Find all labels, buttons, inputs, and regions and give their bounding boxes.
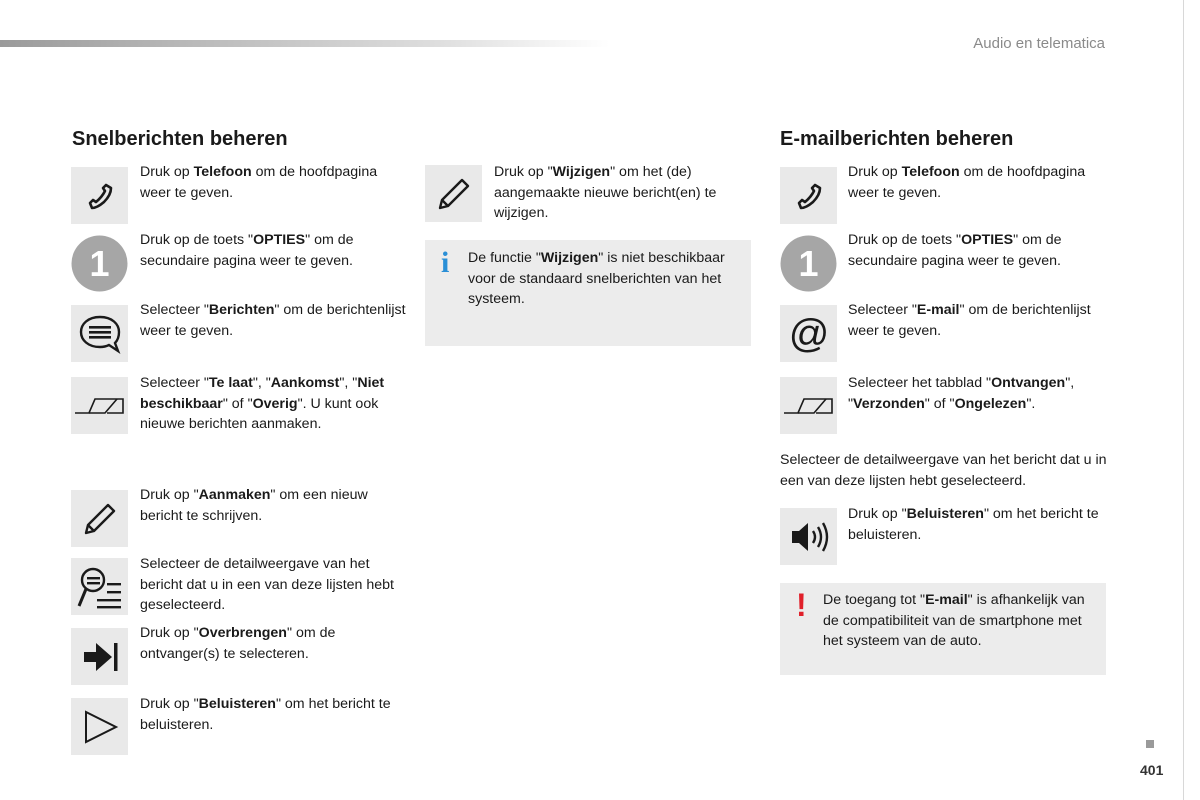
bold-term: Verzonden <box>853 395 925 412</box>
bold-term: Berichten <box>208 302 275 318</box>
bold-term: OPTIES <box>253 232 306 248</box>
pencil-icon <box>425 165 482 222</box>
bold-term: Beluisteren <box>906 506 984 522</box>
bold-term: Te laat <box>208 375 253 391</box>
right-step-4-text: Selecteer het tabblad "Ontvangen", "Verzonden" of "Ongelezen". <box>848 375 1075 412</box>
speaker-icon <box>780 508 837 565</box>
left-step-6-text: Selecteer de detailweergave van het bericht dat u in een van deze lijsten hebt geselecteerd. <box>140 556 394 613</box>
svg-text:1: 1 <box>798 243 819 284</box>
bold-term: Overbrengen <box>198 625 287 641</box>
bold-term: Ontvangen <box>991 375 1066 391</box>
at-sign-icon <box>780 305 837 362</box>
bold-term: Aankomst <box>270 375 340 391</box>
info-note-text: De functie "Wijzigen" is niet beschikbaar voor de standaard snelberichten van het systeem. <box>468 250 725 307</box>
left-step-2-text: Druk op de toets "OPTIES" om de secundaire pagina weer te geven. <box>140 232 354 269</box>
phone-icon <box>71 167 128 224</box>
pencil-icon <box>71 490 128 547</box>
bold-term: Telefoon <box>193 164 252 180</box>
bold-term: OPTIES <box>961 232 1014 248</box>
left-section-title: Snelberichten beheren <box>72 128 288 150</box>
middle-step-text: Druk op "Wijzigen" om het (de) aangemaakte nieuwe bericht(en) te wijzigen. <box>494 164 717 221</box>
right-section-title: E-mailberichten beheren <box>780 128 1014 150</box>
right-step-3-text: Selecteer "E-mail" om de berichtenlijst weer te geven. <box>848 302 1091 339</box>
right-step-2-text: Druk op de toets "OPTIES" om de secundaire pagina weer te geven. <box>848 232 1062 269</box>
warning-note-text: De toegang tot "E-mail" is afhankelijk van de compatibiliteit van de smartphone met het systeem van de auto. <box>823 592 1085 649</box>
bold-term: Niet beschikbaar <box>140 375 385 412</box>
left-step-3-text: Selecteer "Berichten" om de berichtenlijst weer te geven. <box>140 302 406 339</box>
options-button-1-icon <box>780 235 837 292</box>
right-paragraph: Selecteer de detailweergave van het bericht dat u in een van deze lijsten hebt geselecteerd. <box>780 452 1107 489</box>
bold-term: E-mail <box>916 302 960 318</box>
play-icon <box>71 698 128 755</box>
page-number: 401 <box>1140 762 1164 778</box>
messages-icon <box>71 305 128 362</box>
phone-icon <box>780 167 837 224</box>
bold-term: Overig <box>252 395 298 412</box>
options-button-1-icon <box>71 235 128 292</box>
bold-term: Telefoon <box>901 164 960 180</box>
bold-term: Ongelezen <box>954 395 1027 412</box>
left-step-4-text: Selecteer "Te laat", "Aankomst", "Niet beschikbaar" of "Overig". U kunt ook nieuwe berichten aanmaken. <box>140 375 385 432</box>
bold-term: E-mail <box>925 592 968 608</box>
left-step-8-text: Druk op "Beluisteren" om het bericht te beluisteren. <box>140 696 391 733</box>
warning-icon: ! <box>796 587 807 623</box>
tab-icon <box>780 377 837 434</box>
detail-view-icon <box>71 558 128 615</box>
info-note <box>425 240 751 346</box>
left-step-7-text: Druk op "Overbrengen" om de ontvanger(s) te selecteren. <box>140 625 336 662</box>
warning-note <box>780 583 1106 675</box>
bold-term: Beluisteren <box>198 696 276 712</box>
bold-term: Wijzigen <box>552 164 611 180</box>
bold-term: Aanmaken <box>198 487 271 503</box>
left-step-1-text: Druk op Telefoon om de hoofdpagina weer te geven. <box>140 164 378 201</box>
tab-icon <box>71 377 128 434</box>
right-step-5-text: Druk op "Beluisteren" om het bericht te beluisteren. <box>848 506 1099 543</box>
bold-term: Wijzigen <box>540 250 599 266</box>
svg-text:1: 1 <box>89 243 110 284</box>
section-header: Audio en telematica <box>973 35 1105 52</box>
forward-icon <box>71 628 128 685</box>
header-decor-bar <box>0 40 610 47</box>
page-edge-rule <box>1183 0 1184 800</box>
right-step-1-text: Druk op Telefoon om de hoofdpagina weer te geven. <box>848 164 1086 201</box>
svg-text:@: @ <box>788 311 829 356</box>
page-marker <box>1146 740 1154 748</box>
info-icon: i <box>441 246 450 279</box>
left-step-5-text: Druk op "Aanmaken" om een nieuw bericht te schrijven. <box>140 487 368 524</box>
